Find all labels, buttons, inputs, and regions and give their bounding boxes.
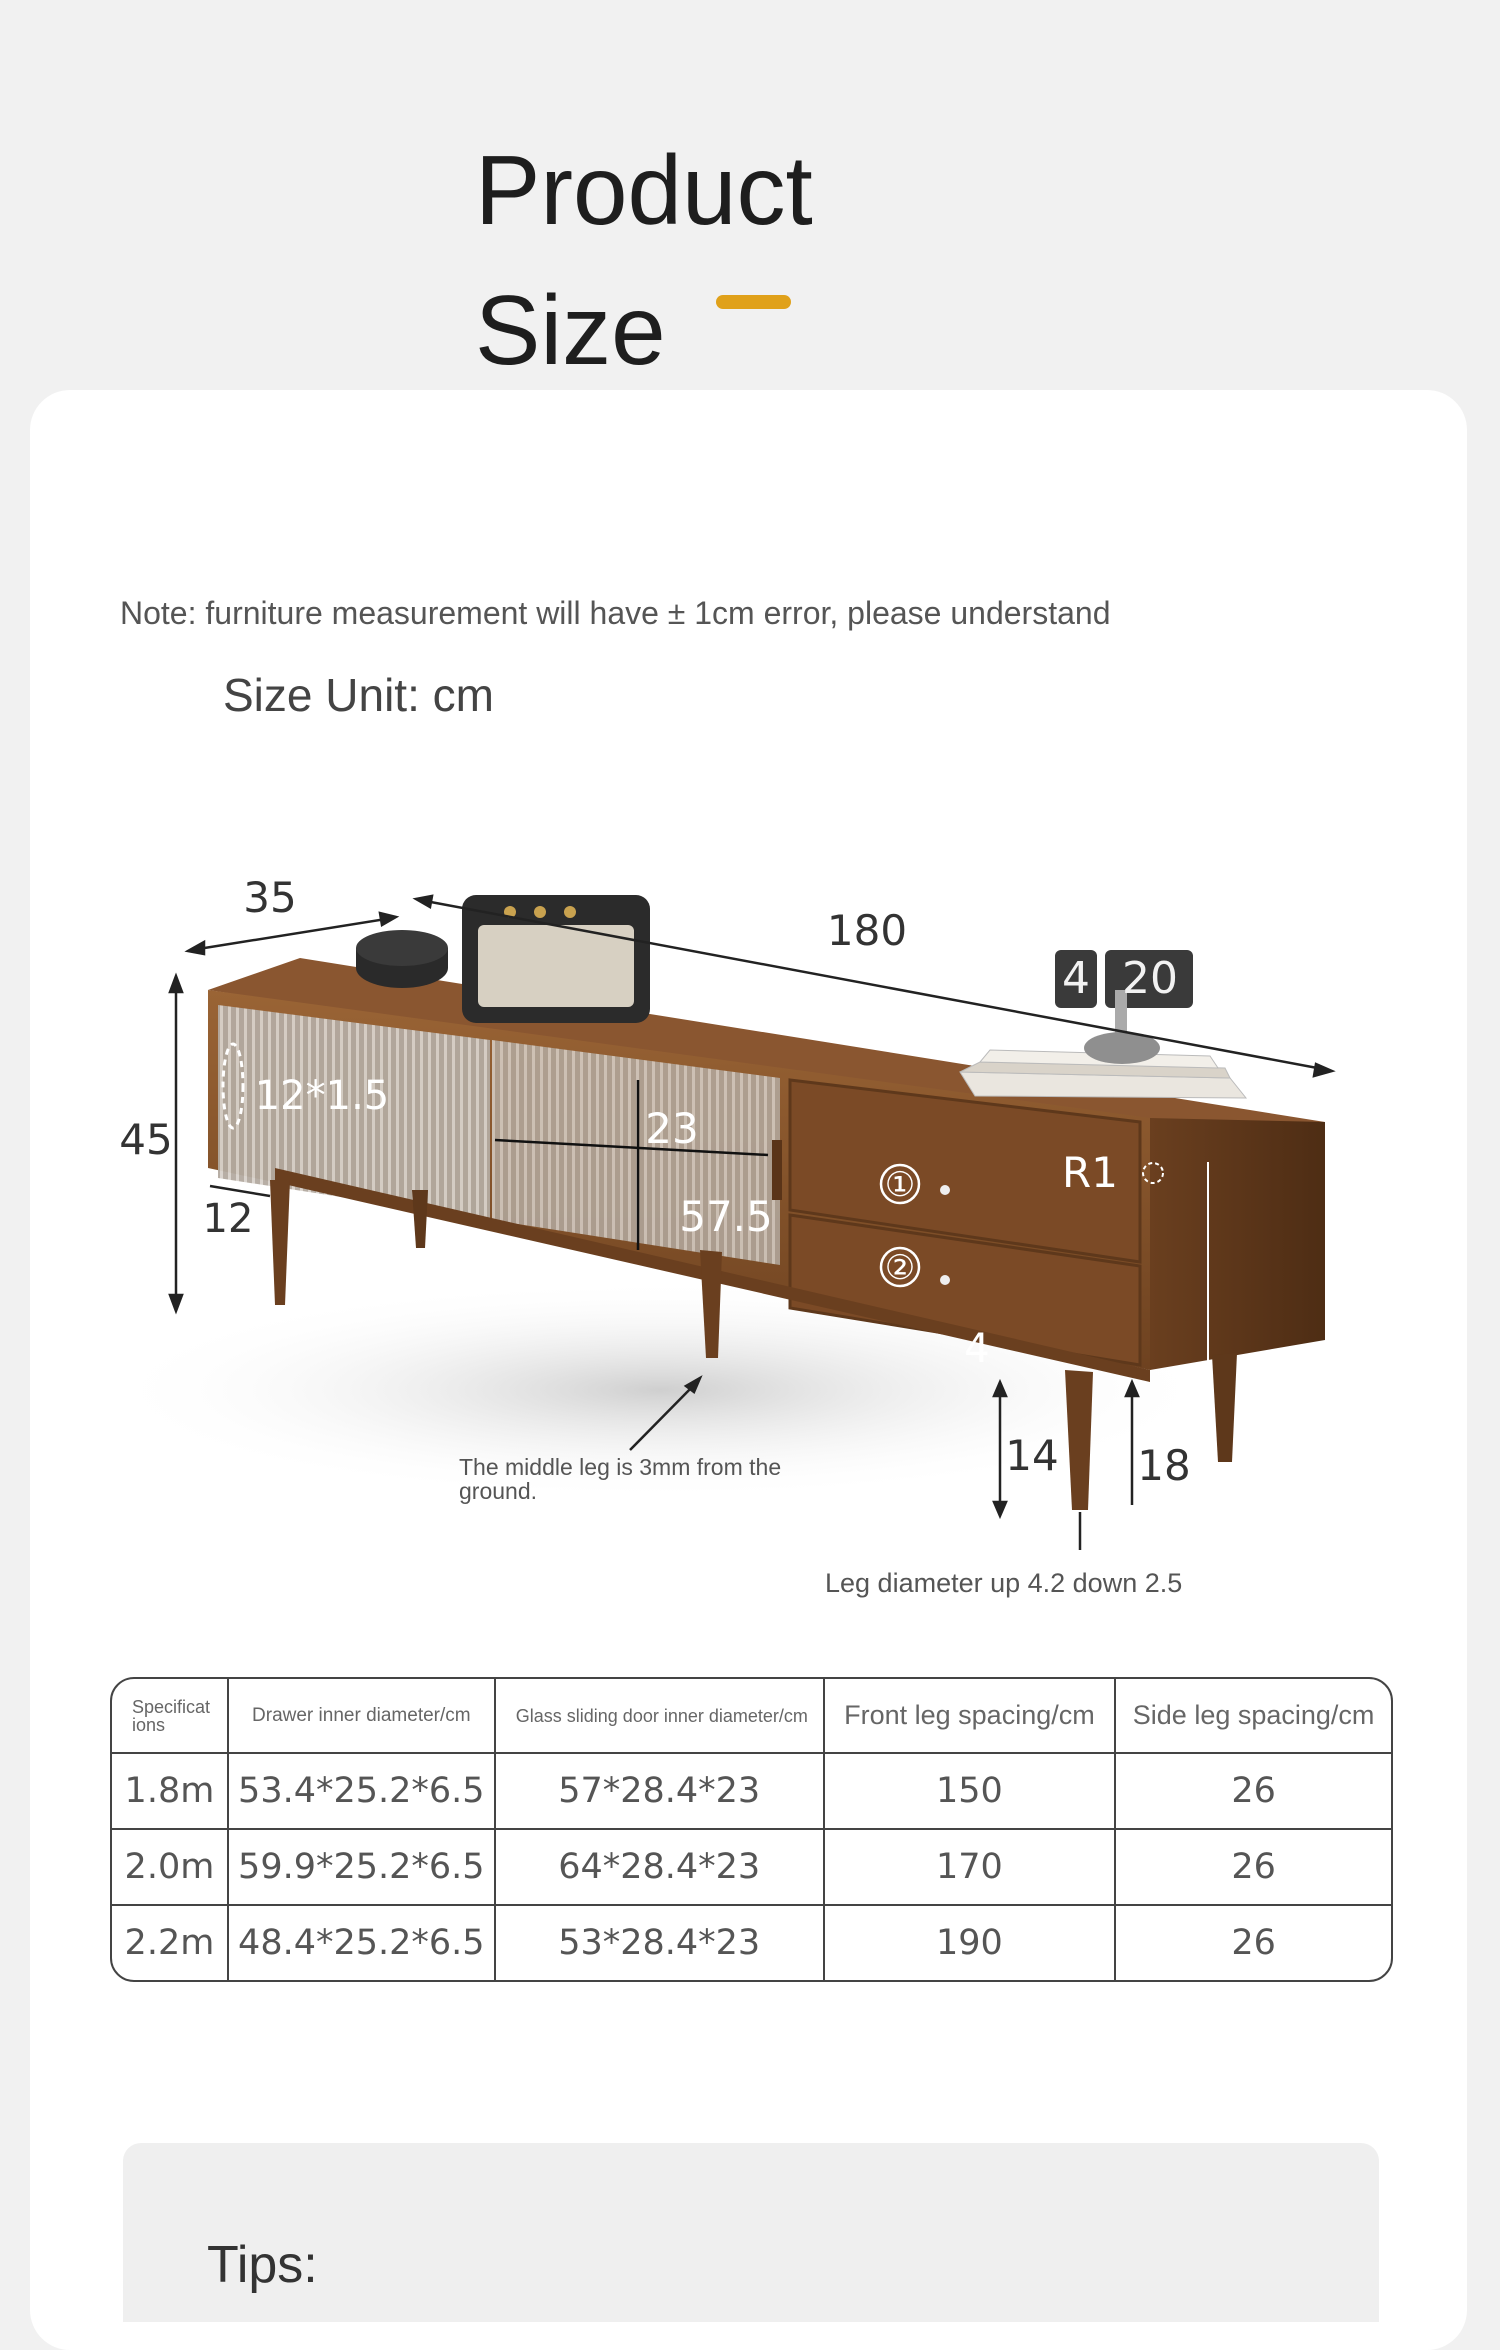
leg-front-right	[1065, 1370, 1093, 1510]
specifications-table	[110, 1677, 1393, 1982]
table-row	[112, 1906, 1391, 1980]
leg-side-right	[1212, 1353, 1237, 1462]
cell-drawer: 59.9*25.2*6.5	[229, 1830, 496, 1906]
header-side-leg-spacing: Side leg spacing/cm	[1116, 1679, 1391, 1754]
cell-front-leg: 190	[825, 1906, 1117, 1980]
dim-length-label: 180	[826, 906, 908, 955]
tips-box	[123, 2143, 1379, 2322]
dim-radius-label: R1	[1062, 1148, 1118, 1197]
cell-glass-door: 57*28.4*23	[496, 1754, 825, 1830]
table-row	[112, 1830, 1391, 1906]
cell-drawer: 48.4*25.2*6.5	[229, 1906, 496, 1980]
cell-drawer: 53.4*25.2*6.5	[229, 1754, 496, 1830]
measurement-note: Note: furniture measurement will have ± 1cm error, please understand	[120, 595, 1111, 631]
door-handle	[772, 1140, 782, 1200]
page-title-line-1: Product	[475, 135, 813, 245]
leg-left	[270, 1180, 290, 1305]
drawer-1-number: ①	[884, 1165, 916, 1205]
header-front-leg-spacing: Front leg spacing/cm	[825, 1679, 1117, 1754]
header-specifications: Specificat ions	[112, 1679, 229, 1754]
cell-side-leg: 26	[1116, 1754, 1391, 1830]
cell-glass-door: 53*28.4*23	[496, 1906, 825, 1980]
leg-back	[412, 1190, 428, 1248]
dim-door-width-label: 57.5	[679, 1192, 773, 1241]
dim-height-label: 45	[119, 1115, 173, 1164]
drawer-knob-2	[940, 1275, 950, 1285]
tips-label: Tips:	[207, 2236, 318, 2294]
dim-depth-label: 35	[243, 873, 297, 922]
header-glass-door-diameter: Glass sliding door inner diameter/cm	[496, 1679, 825, 1754]
cell-spec: 2.2m	[112, 1906, 229, 1980]
flip-clock-decor	[1055, 950, 1193, 1064]
cell-front-leg: 170	[825, 1830, 1117, 1906]
cabinet-side	[1150, 1118, 1325, 1370]
dim-handle-offset-label: 12	[202, 1196, 254, 1242]
table-header-row	[112, 1679, 1391, 1754]
dim-leg-side-label: 18	[1137, 1441, 1191, 1490]
title-accent-bar	[716, 295, 791, 309]
cell-spec: 1.8m	[112, 1754, 229, 1830]
clock-minute: 20	[1122, 953, 1178, 1004]
dim-drawer-gap-label: 4	[964, 1326, 990, 1372]
table-row	[112, 1754, 1391, 1830]
cell-front-leg: 150	[825, 1754, 1117, 1830]
cell-spec: 2.0m	[112, 1830, 229, 1906]
header-drawer-diameter: Drawer inner diameter/cm	[229, 1679, 496, 1754]
dim-leg-front-label: 14	[1005, 1431, 1059, 1480]
dim-door-height-label: 23	[645, 1104, 699, 1153]
size-unit-label: Size Unit: cm	[223, 669, 494, 721]
middle-leg-caption: The middle leg is 3mm from the ground.	[459, 1454, 782, 1504]
dim-handle-label: 12*1.5	[254, 1073, 390, 1119]
cell-side-leg: 26	[1116, 1830, 1391, 1906]
clock-hour: 4	[1062, 953, 1090, 1004]
title-block	[475, 120, 813, 400]
drawer-knob-1	[940, 1185, 950, 1195]
leg-diameter-caption: Leg diameter up 4.2 down 2.5	[825, 1568, 1183, 1598]
drawer-2-number: ②	[884, 1248, 916, 1288]
page-title-line-2: Size	[475, 275, 666, 385]
cell-glass-door: 64*28.4*23	[496, 1830, 825, 1906]
cell-side-leg: 26	[1231, 1923, 1276, 1963]
